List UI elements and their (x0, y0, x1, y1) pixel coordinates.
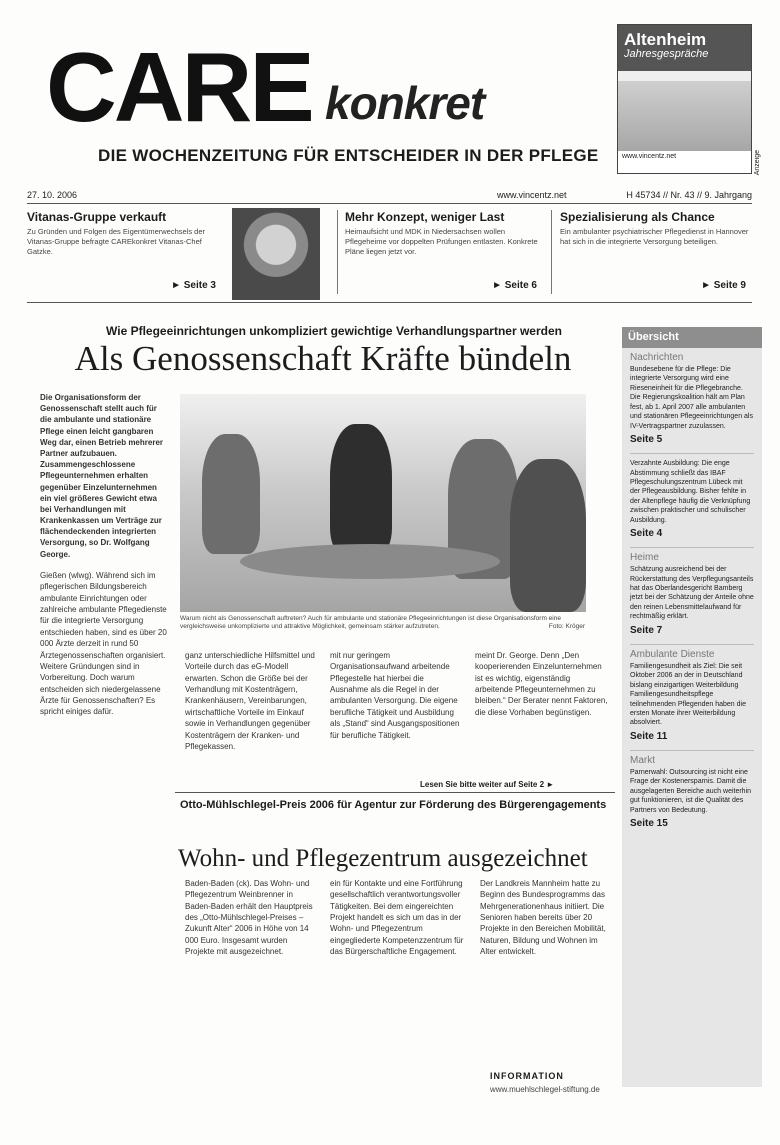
article-column: mit nur geringem Organisationsaufwand arbeitende Pflegestelle hat hierbei die Ausnahme als die Regel in der ambulanten Versorgung. Die eigene berufliche Tätigkeit und Ausbildung als „Stand“ sind Ausgangspositionen für berufliche Tätigkeit. (330, 651, 460, 740)
sidebar-page-link[interactable]: Seite 11 (630, 730, 668, 742)
masthead-logo-konkret: konkret (325, 77, 485, 129)
sidebar-section[interactable] (622, 454, 762, 547)
overview-sidebar (622, 327, 762, 1087)
issue-number: H 45734 // Nr. 43 // 9. Jahrgang (626, 190, 752, 200)
masthead-logo-care: CARE (46, 32, 312, 142)
info-link[interactable]: www.muehlschlegel-stiftung.de (490, 1085, 600, 1094)
ad-subtitle: Jahresgespräche (624, 48, 709, 60)
article-column: meint Dr. George. Denn „Den kooperierenden Einzelunternehmen ist es wichtig, eigenständig arbeitende Pflegeunternehmen zu bleiben.“ Der Berater nennt Faktoren, die diese Vorhaben begünstigen. (475, 651, 608, 717)
sidebar-section[interactable] (622, 548, 762, 644)
article2-column: Der Landkreis Mannheim hatte zu Beginn des Bundesprogramms das Mehrgenerationenhaus initiiert. Die Senioren haben bereits über 20 Projekte in den Bereichen Mobilität, Naturen, Bildung und Wohnen im Alter entwickelt. (480, 879, 606, 957)
sidebar-section-text: Familiengesundheit als Ziel: Die seit Oktober 2006 an der in Deutschland bislang einzigartigen Weiterbildung Familiengesundheitspflege teilnehmenden Pflegenden haben die ersten Monate ihrer Weiterbildung absolviert. (630, 662, 746, 727)
column-divider (337, 210, 338, 294)
ad-side-label: Anzeige (754, 150, 761, 176)
sidebar-section[interactable] (622, 348, 762, 453)
portrait-photo (232, 208, 320, 300)
sidebar-page-link[interactable]: Seite 5 (630, 434, 663, 446)
teaser-page-link[interactable]: ► Seite 3 (171, 280, 216, 291)
sidebar-section-title: Nachrichten (630, 352, 684, 363)
ad-footer: www.vincentz.net (618, 151, 751, 173)
sidebar-header: Übersicht (622, 327, 762, 348)
sidebar-section-title: Ambulante Dienste (630, 648, 715, 660)
website-link[interactable]: www.vincentz.net (497, 190, 567, 200)
teaser-text: Heimaufsicht und MDK in Niedersachsen wollen Pflegeheime vor doppelten Prüfungen entlasten. Konkrete Pläne liegen jetzt vor. (345, 227, 538, 256)
dateline (27, 190, 752, 204)
article2-column: Baden-Baden (ck). Das Wohn- und Pflegezentrum Weinbrenner in Baden-Baden erhält den Hauptpreis des „Otto-Mühlschlegel-Preises – Zukunft Alter“ 2006 in Höhe von 14 000 Euro. Insgesamt wurden Projekte mit ausgezeichnet. (185, 879, 313, 957)
info-heading: INFORMATION (490, 1071, 564, 1081)
ad-title: Altenheim (624, 30, 707, 49)
article-headline[interactable]: Als Genossenschaft Kräfte bündeln (74, 339, 572, 378)
sidebar-page-link[interactable]: Seite 7 (630, 624, 663, 636)
photo-credit: Foto: Kröger (548, 623, 585, 631)
article-column: Gießen (wlwg). Während sich im pflegerischen Bildungsbereich ambulante Einrichtungen oder zahlreiche ambulante Pflegedienste für die integrierte Versorgung entschieden haben, sind es über 20 000 Ärzte derzeit in rund 50 Ärztegenossenschaften organisiert. Weitere Gründungen sind in Vorbereitung. Doch warum entscheiden sich niedergelassene Ärzte für Genossenschaften? Es spricht einiges dafür. (40, 571, 167, 717)
article-lead: Die Organisationsform der Genossenschaft stellt auch für die ambulante und stationäre Pflege einen leicht gangbaren Weg dar, einen Betrieb mehrerer Partner aufzubauen. Zusammengeschlossene Pflegeunternehmen erhalten gegenüber Einzelunternehmen ein viel größeres Gewicht etwa bei Verhandlungen mit Krankenkassen um Verträge zur flächendeckenden integrierten Versorgung, so Dr. Wolfgang George. (40, 393, 164, 559)
continued-link[interactable]: Lesen Sie bitte weiter auf Seite 2 ► (420, 780, 555, 789)
teaser-page-link[interactable]: ► Seite 6 (492, 280, 537, 291)
sidebar-section-title: Heime (630, 552, 659, 564)
sidebar-section-text: Verzahnte Ausbildung: Die enge Abstimmung schließt das IBAF Pflegeschulungszentrum Lübeck mit der Pflegeausbildung. Bisher fehlte in der Altenpflege häufig die Verknüpfung zwischen praktischer und schulischer Ausbildung. (630, 460, 751, 524)
article-column: ganz unterschiedliche Hilfsmittel und Vorteile durch das eG-Modell erwarten. Schon die Größe bei der Verhandlung mit Kostenträgern, Krankenhäusern, Vereinbarungen, wirtschaftliche Vorteile im Einkauf sowie in Verhandlungen gegenüber Kostenträgern der Kranken- und Pflegekassen. (185, 651, 315, 751)
section-rule (175, 792, 615, 793)
teaser-title: Mehr Konzept, weniger Last (345, 210, 505, 224)
article2-column: ein für Kontakte und eine Fortführung gesellschaftlich verantwortungsvoller Tätigkeiten. Bei dem eingereichten Projekt handelt es sich um das in der Wohn- und Pflegezentrum eingegliederte Kompetenzzentrum für das Bürgerschaftliche Engagement. (330, 879, 464, 957)
sidebar-section[interactable] (622, 645, 762, 750)
teaser-1[interactable] (27, 211, 222, 291)
masthead-tagline: DIE WOCHENZEITUNG FÜR ENTSCHEIDER IN DER PFLEGE (98, 146, 599, 165)
teaser-title: Vitanas-Gruppe verkauft (27, 210, 167, 224)
sidebar-section[interactable] (622, 751, 762, 837)
teaser-title: Spezialisierung als Chance (560, 210, 715, 224)
teaser-2[interactable] (345, 211, 543, 291)
article-kicker: Wie Pflegeeinrichtungen unkompliziert gewichtige Verhandlungspartner werden (106, 324, 562, 338)
sidebar-section-text: Bundesebene für die Pflege: Die integrierte Versorgung wird eine Rieseneinheit für die Pflegebranche. Die Regierungskoalition hält am Plan fest, ab 1. April 2007 alle ambulanten und stationären Pflegeeinrichtungen als IV-Vertragspartner zuzulassen. (630, 366, 753, 430)
column-divider (551, 210, 552, 294)
section-rule (27, 302, 752, 303)
sidebar-section-text: Parnerwahl: Outsourcing ist nicht eine Frage der Kostenersparnis. Damit die ausgelagerten Bereiche auch weiterhin gut funktionieren, ist die Qualität des Partners von Bedeutung. (630, 768, 752, 814)
teaser-text: Ein ambulanter psychiatrischer Pflegedienst in Hannover hat sich in die integrierte Versorgung beteiligen. (560, 227, 749, 246)
sidebar-section-title: Markt (630, 754, 655, 766)
advertisement[interactable] (617, 24, 752, 174)
sidebar-section-text: Schätzung ausreichend bei der Rückerstattung des Verpflegungsanteils hat das Oberlandesgericht Bamberg jetzt bei der Schätzung der Anteile ohne den reinen Lebensmittelaufwand für rechtmäßig erklärt. (630, 566, 754, 621)
teaser-page-link[interactable]: ► Seite 9 (701, 280, 746, 291)
article2-kicker: Otto-Mühlschlegel-Preis 2006 für Agentur zur Förderung des Bürgerengagements (180, 799, 607, 811)
article-photo (180, 394, 586, 612)
article2-headline[interactable]: Wohn- und Pflegezentrum ausgezeichnet (178, 845, 588, 872)
issue-date: 27. 10. 2006 (27, 190, 78, 200)
sidebar-page-link[interactable]: Seite 4 (630, 528, 663, 540)
photo-caption: Warum nicht als Genossenschaft auftreten? Auch für ambulante und stationäre Pflegeeinrichtungen ist diese Organisationsform eine vergleichsweise unkomplizierte und attraktive Möglichkeit, gemeinsam stärker aufzutreten. Foto: Kröger (180, 615, 585, 631)
teaser-text: Zu Gründen und Folgen des Eigentümerwechsels der Vitanas-Gruppe befragte CAREkonkret Vitanas-Chef Gatzke. (27, 227, 206, 256)
sidebar-page-link[interactable]: Seite 15 (630, 818, 668, 829)
teaser-3[interactable] (560, 211, 752, 291)
